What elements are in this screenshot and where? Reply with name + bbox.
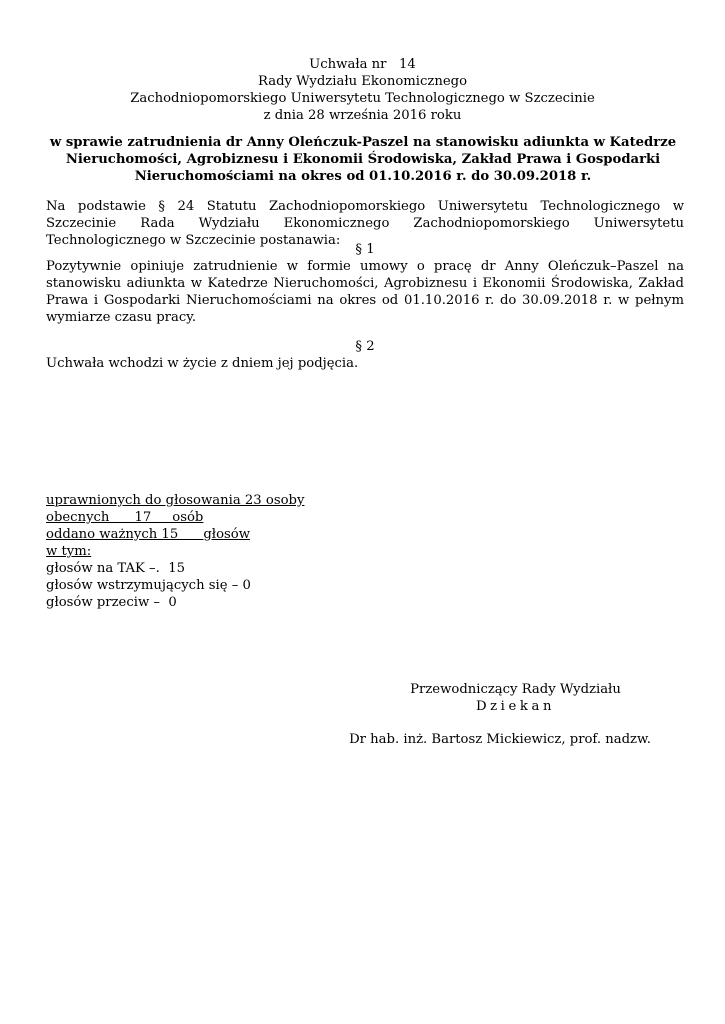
section-2-text: Uchwała wchodzi w życie z dniem jej podjęcia. xyxy=(46,356,359,371)
section-2-heading: § 2 xyxy=(355,339,375,354)
section-1-text: Pozytywnie opiniuje zatrudnienie w formie umowy o pracę dr Anny Oleńczuk–Paszel na stanowisku adiunkta w Katedrze Nieruchomości, Agrobiznesu i Ekonomii Środowiska, Zakład Prawa i Gospodarki Nieruchomościami na okres od 01.10.2016 r. do 30.09.2018 r. w pełnym wymiarze czasu pracy. xyxy=(46,259,684,325)
subject-line-1: w sprawie zatrudnienia dr Anny Oleńczuk-Paszel na stanowisku adiunkta w Katedrze xyxy=(49,135,677,150)
resolution-subject xyxy=(48,134,678,185)
resolution-header xyxy=(0,56,725,124)
legal-basis: Na podstawie § 24 Statutu Zachodniopomorskiego Uniwersytetu Technologicznego w Szczecinie Rada Wydziału Ekonomicznego Zachodniopomorskiego Uniwersytetu Technologicznego w Szczecinie postanawia: xyxy=(46,199,684,248)
signatory-role: Dziekan xyxy=(475,699,556,714)
vote-summary xyxy=(46,492,304,611)
signatory-title: Przewodniczący Rady Wydziału xyxy=(410,682,621,697)
university-name: Zachodniopomorskiego Uniwersytetu Technologicznego w Szczecinie xyxy=(130,91,595,106)
vote-including: w tym: xyxy=(46,544,92,559)
vote-present: obecnych 17 osób xyxy=(46,510,204,525)
vote-abstain: głosów wstrzymujących się – 0 xyxy=(46,578,251,593)
subject-line-3: Nieruchomościami na okres od 01.10.2016 r. do 30.09.2018 r. xyxy=(134,169,592,184)
resolution-date: z dnia 28 września 2016 roku xyxy=(263,108,462,123)
section-1-heading: § 1 xyxy=(355,242,375,257)
council-name: Rady Wydziału Ekonomicznego xyxy=(257,74,468,89)
vote-eligible: uprawnionych do głosowania 23 osoby xyxy=(46,493,305,508)
signatory-name: Dr hab. inż. Bartosz Mickiewicz, prof. nadzw. xyxy=(349,732,651,747)
subject-line-2: Nieruchomości, Agrobiznesu i Ekonomii Środowiska, Zakład Prawa i Gospodarki xyxy=(65,152,661,167)
vote-valid: oddano ważnych 15 głosów xyxy=(46,527,251,542)
vote-yes: głosów na TAK –. 15 xyxy=(46,561,185,576)
resolution-number: Uchwała nr 14 xyxy=(309,57,416,72)
vote-against: głosów przeciw – 0 xyxy=(46,595,177,610)
